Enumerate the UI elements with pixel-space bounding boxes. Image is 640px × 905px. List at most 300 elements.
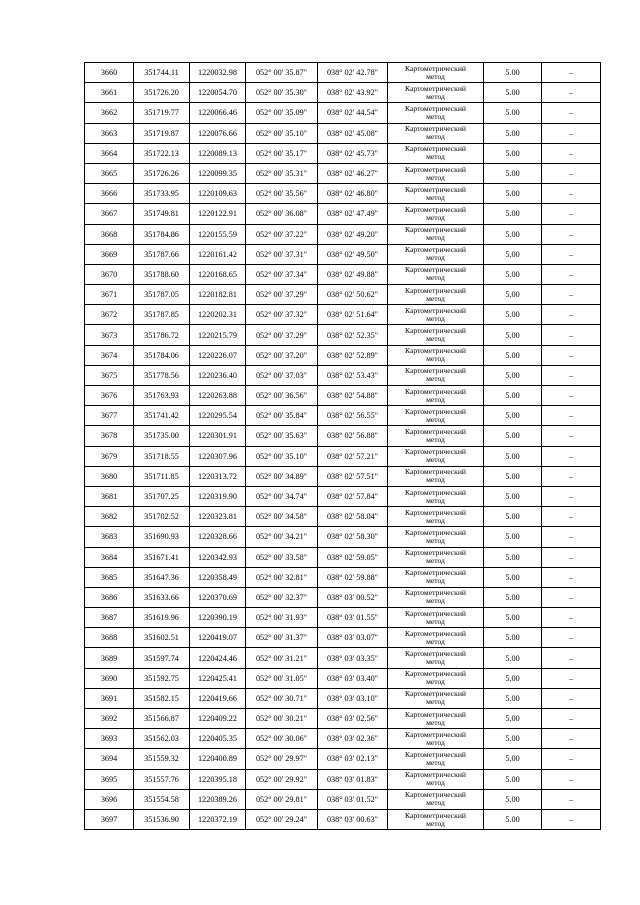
accuracy-cell: 5.00 — [484, 709, 542, 729]
point-number-cell: 3668 — [85, 224, 134, 244]
y-coordinate-cell: 1220295.54 — [190, 406, 246, 426]
y-coordinate-cell: 1220099.35 — [190, 163, 246, 183]
dash-cell: – — [542, 628, 601, 648]
table-row — [85, 749, 601, 769]
dash-cell: – — [542, 204, 601, 224]
table-row — [85, 486, 601, 506]
point-number-cell: 3672 — [85, 305, 134, 325]
dash-cell: – — [542, 264, 601, 284]
method-cell — [388, 446, 484, 466]
point-number-cell: 3685 — [85, 567, 134, 587]
latitude-cell: 052° 00' 30.21" — [246, 709, 318, 729]
method-line-2: метод — [426, 273, 445, 283]
dash-cell: – — [542, 608, 601, 628]
method-line-1: Картометрический — [405, 204, 466, 214]
y-coordinate-cell: 1220424.46 — [190, 648, 246, 668]
accuracy-cell: 5.00 — [484, 123, 542, 143]
latitude-cell: 052° 00' 35.17" — [246, 143, 318, 163]
longitude-cell: 038° 03' 02.13" — [318, 749, 388, 769]
point-number-cell: 3677 — [85, 406, 134, 426]
dash-cell: – — [542, 123, 601, 143]
accuracy-cell: 5.00 — [484, 63, 542, 83]
method-line-2: метод — [426, 495, 445, 505]
method-line-2: метод — [426, 374, 445, 384]
method-cell — [388, 325, 484, 345]
dash-cell: – — [542, 365, 601, 385]
dash-cell: – — [542, 769, 601, 789]
point-number-cell: 3679 — [85, 446, 134, 466]
accuracy-cell: 5.00 — [484, 507, 542, 527]
table-row — [85, 527, 601, 547]
coordinates-table — [84, 62, 601, 830]
point-number-cell: 3663 — [85, 123, 134, 143]
point-number-cell: 3667 — [85, 204, 134, 224]
longitude-cell: 038° 02' 50.62" — [318, 285, 388, 305]
accuracy-cell: 5.00 — [484, 163, 542, 183]
coordinates-table-container — [84, 62, 601, 830]
method-line-1: Картометрический — [405, 386, 466, 396]
accuracy-cell: 5.00 — [484, 466, 542, 486]
method-cell — [388, 809, 484, 829]
dash-cell: – — [542, 749, 601, 769]
method-line-2: метод — [426, 778, 445, 788]
y-coordinate-cell: 1220161.42 — [190, 244, 246, 264]
method-cell — [388, 184, 484, 204]
method-cell — [388, 365, 484, 385]
table-row — [85, 365, 601, 385]
method-cell — [388, 668, 484, 688]
x-coordinate-cell: 351647.36 — [134, 567, 190, 587]
point-number-cell: 3664 — [85, 143, 134, 163]
dash-cell: – — [542, 587, 601, 607]
method-line-1: Картометрический — [405, 749, 466, 759]
method-line-1: Картометрический — [405, 689, 466, 699]
dash-cell: – — [542, 345, 601, 365]
x-coordinate-cell: 351711.85 — [134, 466, 190, 486]
y-coordinate-cell: 1220202.31 — [190, 305, 246, 325]
point-number-cell: 3675 — [85, 365, 134, 385]
method-line-2: метод — [426, 313, 445, 323]
table-row — [85, 305, 601, 325]
point-number-cell: 3662 — [85, 103, 134, 123]
method-line-2: метод — [426, 334, 445, 344]
method-cell — [388, 466, 484, 486]
x-coordinate-cell: 351744.11 — [134, 63, 190, 83]
y-coordinate-cell: 1220109.63 — [190, 184, 246, 204]
x-coordinate-cell: 351784.86 — [134, 224, 190, 244]
y-coordinate-cell: 1220122.91 — [190, 204, 246, 224]
method-line-2: метод — [426, 475, 445, 485]
latitude-cell: 052° 00' 31.37" — [246, 628, 318, 648]
dash-cell: – — [542, 103, 601, 123]
y-coordinate-cell: 1220390.19 — [190, 608, 246, 628]
y-coordinate-cell: 1220168.65 — [190, 264, 246, 284]
method-line-2: метод — [426, 596, 445, 606]
method-cell — [388, 264, 484, 284]
method-line-1: Картометрический — [405, 164, 466, 174]
table-row — [85, 507, 601, 527]
accuracy-cell: 5.00 — [484, 486, 542, 506]
method-line-1: Картометрический — [405, 608, 466, 618]
table-row — [85, 809, 601, 829]
table-row — [85, 466, 601, 486]
dash-cell: – — [542, 567, 601, 587]
latitude-cell: 052° 00' 34.74" — [246, 486, 318, 506]
y-coordinate-cell: 1220182.81 — [190, 285, 246, 305]
method-cell — [388, 386, 484, 406]
x-coordinate-cell: 351554.58 — [134, 789, 190, 809]
longitude-cell: 038° 02' 49.50" — [318, 244, 388, 264]
dash-cell: – — [542, 809, 601, 829]
accuracy-cell: 5.00 — [484, 628, 542, 648]
accuracy-cell: 5.00 — [484, 305, 542, 325]
method-line-2: метод — [426, 677, 445, 687]
method-line-2: метод — [426, 455, 445, 465]
longitude-cell: 038° 02' 46.80" — [318, 184, 388, 204]
method-line-2: метод — [426, 757, 445, 767]
method-line-1: Картометрический — [405, 184, 466, 194]
dash-cell: – — [542, 527, 601, 547]
dash-cell: – — [542, 507, 601, 527]
table-row — [85, 325, 601, 345]
method-line-1: Картометрический — [405, 63, 466, 73]
method-cell — [388, 244, 484, 264]
accuracy-cell: 5.00 — [484, 688, 542, 708]
table-row — [85, 345, 601, 365]
method-line-1: Картометрический — [405, 346, 466, 356]
accuracy-cell: 5.00 — [484, 204, 542, 224]
latitude-cell: 052° 00' 31.21" — [246, 648, 318, 668]
y-coordinate-cell: 1220400.89 — [190, 749, 246, 769]
x-coordinate-cell: 351619.96 — [134, 608, 190, 628]
point-number-cell: 3661 — [85, 83, 134, 103]
dash-cell: – — [542, 83, 601, 103]
accuracy-cell: 5.00 — [484, 547, 542, 567]
accuracy-cell: 5.00 — [484, 809, 542, 829]
dash-cell: – — [542, 386, 601, 406]
latitude-cell: 052° 00' 35.31" — [246, 163, 318, 183]
latitude-cell: 052° 00' 31.93" — [246, 608, 318, 628]
y-coordinate-cell: 1220089.13 — [190, 143, 246, 163]
table-row — [85, 123, 601, 143]
longitude-cell: 038° 03' 01.55" — [318, 608, 388, 628]
method-line-1: Картометрический — [405, 548, 466, 558]
method-line-1: Картометрический — [405, 729, 466, 739]
longitude-cell: 038° 03' 03.10" — [318, 688, 388, 708]
x-coordinate-cell: 351726.20 — [134, 83, 190, 103]
y-coordinate-cell: 1220405.35 — [190, 729, 246, 749]
y-coordinate-cell: 1220076.66 — [190, 123, 246, 143]
method-line-2: метод — [426, 111, 445, 121]
method-line-1: Картометрический — [405, 628, 466, 638]
longitude-cell: 038° 03' 00.52" — [318, 587, 388, 607]
longitude-cell: 038° 02' 58.04" — [318, 507, 388, 527]
dash-cell: – — [542, 547, 601, 567]
dash-cell: – — [542, 789, 601, 809]
table-row — [85, 386, 601, 406]
method-line-2: метод — [426, 293, 445, 303]
latitude-cell: 052° 00' 35.87" — [246, 63, 318, 83]
y-coordinate-cell: 1220307.96 — [190, 446, 246, 466]
method-line-1: Картометрический — [405, 467, 466, 477]
y-coordinate-cell: 1220409.22 — [190, 709, 246, 729]
latitude-cell: 052° 00' 35.09" — [246, 103, 318, 123]
table-row — [85, 184, 601, 204]
table-row — [85, 547, 601, 567]
accuracy-cell: 5.00 — [484, 608, 542, 628]
table-row — [85, 688, 601, 708]
accuracy-cell: 5.00 — [484, 729, 542, 749]
point-number-cell: 3696 — [85, 789, 134, 809]
y-coordinate-cell: 1220155.59 — [190, 224, 246, 244]
method-cell — [388, 63, 484, 83]
latitude-cell: 052° 00' 36.08" — [246, 204, 318, 224]
accuracy-cell: 5.00 — [484, 446, 542, 466]
method-cell — [388, 749, 484, 769]
x-coordinate-cell: 351787.66 — [134, 244, 190, 264]
longitude-cell: 038° 02' 58.30" — [318, 527, 388, 547]
x-coordinate-cell: 351788.60 — [134, 264, 190, 284]
y-coordinate-cell: 1220301.91 — [190, 426, 246, 446]
method-line-1: Картометрический — [405, 83, 466, 93]
method-line-1: Картометрический — [405, 305, 466, 315]
longitude-cell: 038° 03' 02.36" — [318, 729, 388, 749]
longitude-cell: 038° 02' 49.20" — [318, 224, 388, 244]
accuracy-cell: 5.00 — [484, 264, 542, 284]
latitude-cell: 052° 00' 32.37" — [246, 587, 318, 607]
x-coordinate-cell: 351787.85 — [134, 305, 190, 325]
point-number-cell: 3660 — [85, 63, 134, 83]
y-coordinate-cell: 1220389.26 — [190, 789, 246, 809]
method-line-1: Картометрический — [405, 527, 466, 537]
method-line-2: метод — [426, 233, 445, 243]
accuracy-cell: 5.00 — [484, 143, 542, 163]
accuracy-cell: 5.00 — [484, 83, 542, 103]
table-row — [85, 244, 601, 264]
y-coordinate-cell: 1220395.18 — [190, 769, 246, 789]
method-line-2: метод — [426, 414, 445, 424]
latitude-cell: 052° 00' 29.97" — [246, 749, 318, 769]
dash-cell: – — [542, 224, 601, 244]
point-number-cell: 3674 — [85, 345, 134, 365]
x-coordinate-cell: 351592.75 — [134, 668, 190, 688]
longitude-cell: 038° 03' 03.35" — [318, 648, 388, 668]
latitude-cell: 052° 00' 31.05" — [246, 668, 318, 688]
y-coordinate-cell: 1220215.79 — [190, 325, 246, 345]
table-row — [85, 446, 601, 466]
method-cell — [388, 143, 484, 163]
dash-cell: – — [542, 426, 601, 446]
accuracy-cell: 5.00 — [484, 103, 542, 123]
x-coordinate-cell: 351690.93 — [134, 527, 190, 547]
y-coordinate-cell: 1220313.72 — [190, 466, 246, 486]
point-number-cell: 3676 — [85, 386, 134, 406]
y-coordinate-cell: 1220328.66 — [190, 527, 246, 547]
method-line-2: метод — [426, 515, 445, 525]
accuracy-cell: 5.00 — [484, 426, 542, 446]
y-coordinate-cell: 1220066.46 — [190, 103, 246, 123]
y-coordinate-cell: 1220358.49 — [190, 567, 246, 587]
accuracy-cell: 5.00 — [484, 527, 542, 547]
point-number-cell: 3670 — [85, 264, 134, 284]
x-coordinate-cell: 351602.51 — [134, 628, 190, 648]
method-line-2: метод — [426, 132, 445, 142]
method-line-1: Картометрический — [405, 709, 466, 719]
longitude-cell: 038° 02' 47.49" — [318, 204, 388, 224]
accuracy-cell: 5.00 — [484, 365, 542, 385]
y-coordinate-cell: 1220226.07 — [190, 345, 246, 365]
method-line-2: метод — [426, 818, 445, 828]
method-cell — [388, 628, 484, 648]
table-row — [85, 103, 601, 123]
method-cell — [388, 648, 484, 668]
table-row — [85, 285, 601, 305]
y-coordinate-cell: 1220419.66 — [190, 688, 246, 708]
dash-cell: – — [542, 466, 601, 486]
table-row — [85, 587, 601, 607]
table-row — [85, 729, 601, 749]
table-row — [85, 648, 601, 668]
method-cell — [388, 709, 484, 729]
latitude-cell: 052° 00' 33.58" — [246, 547, 318, 567]
latitude-cell: 052° 00' 37.32" — [246, 305, 318, 325]
dash-cell: – — [542, 668, 601, 688]
latitude-cell: 052° 00' 37.20" — [246, 345, 318, 365]
point-number-cell: 3697 — [85, 809, 134, 829]
point-number-cell: 3665 — [85, 163, 134, 183]
method-cell — [388, 305, 484, 325]
x-coordinate-cell: 351562.03 — [134, 729, 190, 749]
latitude-cell: 052° 00' 34.21" — [246, 527, 318, 547]
point-number-cell: 3694 — [85, 749, 134, 769]
method-line-2: метод — [426, 71, 445, 81]
point-number-cell: 3669 — [85, 244, 134, 264]
x-coordinate-cell: 351536.90 — [134, 809, 190, 829]
method-line-1: Картометрический — [405, 487, 466, 497]
method-cell — [388, 406, 484, 426]
latitude-cell: 052° 00' 34.89" — [246, 466, 318, 486]
point-number-cell: 3686 — [85, 587, 134, 607]
x-coordinate-cell: 351787.05 — [134, 285, 190, 305]
point-number-cell: 3666 — [85, 184, 134, 204]
dash-cell: – — [542, 163, 601, 183]
table-row — [85, 63, 601, 83]
latitude-cell: 052° 00' 35.30" — [246, 83, 318, 103]
method-line-1: Картометрический — [405, 285, 466, 295]
dash-cell: – — [542, 486, 601, 506]
latitude-cell: 052° 00' 37.34" — [246, 264, 318, 284]
y-coordinate-cell: 1220425.41 — [190, 668, 246, 688]
point-number-cell: 3682 — [85, 507, 134, 527]
longitude-cell: 038° 02' 56.55" — [318, 406, 388, 426]
method-line-1: Картометрический — [405, 124, 466, 134]
x-coordinate-cell: 351707.25 — [134, 486, 190, 506]
table-row — [85, 163, 601, 183]
method-line-1: Картометрический — [405, 426, 466, 436]
longitude-cell: 038° 02' 45.73" — [318, 143, 388, 163]
longitude-cell: 038° 02' 42.78" — [318, 63, 388, 83]
method-line-2: метод — [426, 717, 445, 727]
accuracy-cell: 5.00 — [484, 567, 542, 587]
latitude-cell: 052° 00' 29.81" — [246, 789, 318, 809]
longitude-cell: 038° 02' 49.88" — [318, 264, 388, 284]
method-line-1: Картометрический — [405, 265, 466, 275]
y-coordinate-cell: 1220054.70 — [190, 83, 246, 103]
accuracy-cell: 5.00 — [484, 244, 542, 264]
longitude-cell: 038° 02' 45.08" — [318, 123, 388, 143]
method-line-1: Картометрический — [405, 770, 466, 780]
y-coordinate-cell: 1220319.90 — [190, 486, 246, 506]
accuracy-cell: 5.00 — [484, 345, 542, 365]
longitude-cell: 038° 03' 03.40" — [318, 668, 388, 688]
x-coordinate-cell: 351763.93 — [134, 386, 190, 406]
point-number-cell: 3671 — [85, 285, 134, 305]
table-row — [85, 608, 601, 628]
latitude-cell: 052° 00' 32.81" — [246, 567, 318, 587]
dash-cell: – — [542, 446, 601, 466]
method-line-1: Картометрический — [405, 447, 466, 457]
method-line-2: метод — [426, 576, 445, 586]
table-body — [85, 63, 601, 830]
longitude-cell: 038° 02' 53.43" — [318, 365, 388, 385]
point-number-cell: 3695 — [85, 769, 134, 789]
method-line-1: Картометрический — [405, 810, 466, 820]
method-line-2: метод — [426, 737, 445, 747]
dash-cell: – — [542, 305, 601, 325]
dash-cell: – — [542, 63, 601, 83]
longitude-cell: 038° 02' 59.05" — [318, 547, 388, 567]
accuracy-cell: 5.00 — [484, 285, 542, 305]
method-cell — [388, 83, 484, 103]
latitude-cell: 052° 00' 37.22" — [246, 224, 318, 244]
longitude-cell: 038° 03' 01.83" — [318, 769, 388, 789]
method-line-2: метод — [426, 253, 445, 263]
method-cell — [388, 507, 484, 527]
longitude-cell: 038° 02' 52.89" — [318, 345, 388, 365]
method-cell — [388, 123, 484, 143]
point-number-cell: 3673 — [85, 325, 134, 345]
method-line-1: Картометрический — [405, 790, 466, 800]
y-coordinate-cell: 1220342.93 — [190, 547, 246, 567]
x-coordinate-cell: 351741.42 — [134, 406, 190, 426]
longitude-cell: 038° 02' 46.27" — [318, 163, 388, 183]
method-cell — [388, 729, 484, 749]
accuracy-cell: 5.00 — [484, 325, 542, 345]
method-line-1: Картометрический — [405, 507, 466, 517]
point-number-cell: 3683 — [85, 527, 134, 547]
y-coordinate-cell: 1220419.07 — [190, 628, 246, 648]
accuracy-cell: 5.00 — [484, 224, 542, 244]
accuracy-cell: 5.00 — [484, 749, 542, 769]
accuracy-cell: 5.00 — [484, 668, 542, 688]
method-line-2: метод — [426, 616, 445, 626]
latitude-cell: 052° 00' 30.71" — [246, 688, 318, 708]
x-coordinate-cell: 351671.41 — [134, 547, 190, 567]
x-coordinate-cell: 351557.76 — [134, 769, 190, 789]
y-coordinate-cell: 1220032.98 — [190, 63, 246, 83]
method-line-1: Картометрический — [405, 245, 466, 255]
table-row — [85, 406, 601, 426]
x-coordinate-cell: 351718.55 — [134, 446, 190, 466]
x-coordinate-cell: 351784.06 — [134, 345, 190, 365]
method-cell — [388, 204, 484, 224]
method-line-1: Картометрический — [405, 649, 466, 659]
method-cell — [388, 587, 484, 607]
point-number-cell: 3687 — [85, 608, 134, 628]
dash-cell: – — [542, 729, 601, 749]
longitude-cell: 038° 02' 54.88" — [318, 386, 388, 406]
table-row — [85, 143, 601, 163]
